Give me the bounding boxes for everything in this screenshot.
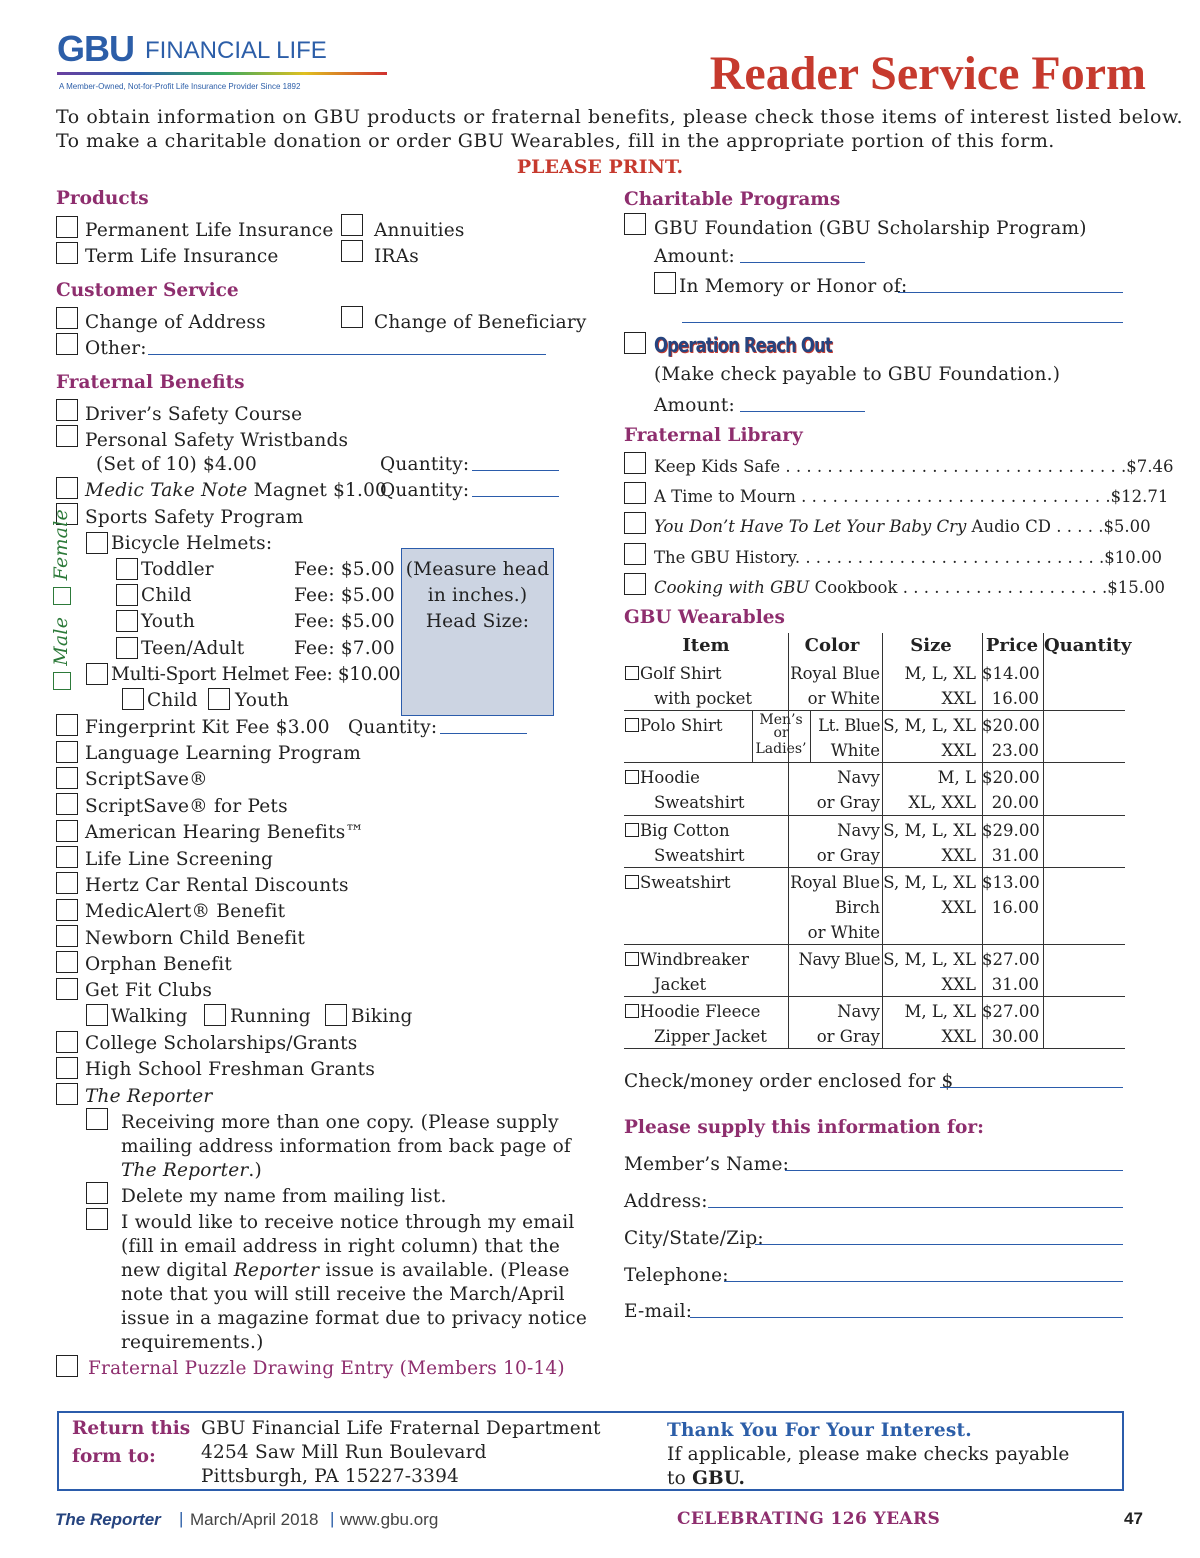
row-rule-6 bbox=[624, 996, 1125, 997]
library-checkbox-1[interactable] bbox=[624, 452, 646, 474]
puzzle-checkbox[interactable] bbox=[56, 1355, 78, 1377]
drivers-checkbox[interactable] bbox=[56, 399, 78, 421]
email-line-4: note that you will still receive the March/April bbox=[121, 1284, 565, 1305]
multisport-child-checkbox[interactable] bbox=[122, 688, 144, 710]
please-print: PLEASE PRINT. bbox=[516, 156, 684, 178]
sweatshirt-item: Sweatshirt bbox=[640, 873, 731, 892]
library-checkbox-2[interactable] bbox=[624, 482, 646, 504]
library-heading: Fraternal Library bbox=[624, 425, 803, 446]
getfit-label: Get Fit Clubs bbox=[85, 980, 213, 1001]
foundation-checkbox[interactable] bbox=[624, 213, 646, 235]
windbreaker-size: S, M, L, XL bbox=[883, 950, 976, 969]
telephone-field[interactable] bbox=[724, 1281, 1123, 1282]
wristbands-label: Personal Safety Wristbands bbox=[85, 430, 349, 451]
fingerprint-quantity-field[interactable] bbox=[440, 733, 527, 734]
multisport-child-label: Child bbox=[147, 690, 198, 711]
golf-color: Royal Blue bbox=[790, 664, 880, 683]
memory-field[interactable] bbox=[898, 292, 1123, 293]
newborn-checkbox[interactable] bbox=[56, 925, 78, 947]
windbreaker-checkbox[interactable] bbox=[625, 952, 639, 966]
fleece-color: Navy bbox=[837, 1002, 880, 1021]
hoodie-item: Hoodie bbox=[640, 768, 700, 787]
fleece-checkbox[interactable] bbox=[625, 1004, 639, 1018]
medicalert-checkbox[interactable] bbox=[56, 899, 78, 921]
page-number: 47 bbox=[1124, 1509, 1143, 1528]
city-label: City/State/Zip: bbox=[624, 1228, 764, 1249]
running-label: Running bbox=[230, 1006, 311, 1027]
payable-note: (Make check payable to GBU Foundation.) bbox=[654, 364, 1061, 385]
foundation-label: GBU Foundation (GBU Scholarship Program) bbox=[654, 218, 1087, 239]
sweatshirt-color: Royal Blue bbox=[790, 873, 880, 892]
multiple-copy-checkbox[interactable] bbox=[86, 1108, 108, 1130]
polo-price-2: 23.00 bbox=[991, 741, 1039, 760]
library-item-2: A Time to Mourn . . . . . . . . . . . . . . . . . . . . . . . . . . . . . . $12.71 bbox=[654, 487, 1169, 506]
big-cotton-price-2: 31.00 bbox=[991, 846, 1039, 865]
lifeline-label: Life Line Screening bbox=[85, 849, 273, 870]
reporter-label: The Reporter bbox=[85, 1086, 213, 1107]
multisport-youth-label: Youth bbox=[235, 690, 290, 711]
big-cotton-size-2: XXL bbox=[941, 846, 976, 865]
email-label: E-mail: bbox=[624, 1301, 693, 1322]
freshman-checkbox[interactable] bbox=[56, 1057, 78, 1079]
return-line-3: Pittsburgh, PA 15227-3394 bbox=[201, 1466, 460, 1487]
wearables-header-item: Item bbox=[682, 635, 730, 656]
hearing-label: American Hearing Benefits™ bbox=[85, 822, 365, 843]
fingerprint-quantity-label: Quantity: bbox=[348, 717, 438, 738]
footer-date: March/April 2018 bbox=[190, 1510, 319, 1529]
wristbands-set: (Set of 10) bbox=[96, 454, 197, 475]
fleece-price-2: 30.00 bbox=[991, 1027, 1039, 1046]
big-cotton-color-2: or Gray bbox=[816, 846, 880, 865]
child-checkbox[interactable] bbox=[116, 584, 138, 606]
measure-line-2: in inches.) bbox=[427, 585, 528, 606]
big-cotton-item: Big Cotton bbox=[640, 821, 730, 840]
language-checkbox[interactable] bbox=[56, 741, 78, 763]
sweatshirt-size: S, M, L, XL bbox=[883, 873, 976, 892]
permanent-life-checkbox[interactable] bbox=[56, 216, 78, 238]
medic-quantity-field[interactable] bbox=[472, 496, 559, 497]
return-line-1: GBU Financial Life Fraternal Department bbox=[201, 1418, 601, 1439]
child-fee: Fee: $5.00 bbox=[294, 585, 395, 606]
address-field[interactable] bbox=[708, 1207, 1123, 1208]
city-field[interactable] bbox=[755, 1244, 1123, 1245]
wristbands-quantity-field[interactable] bbox=[472, 470, 559, 471]
windbreaker-color: Navy Blue bbox=[798, 950, 880, 969]
fleece-price: $27.00 bbox=[982, 1002, 1040, 1021]
biking-checkbox[interactable] bbox=[325, 1004, 347, 1026]
row-rule-1 bbox=[624, 710, 1125, 711]
copy-line-2: mailing address information from back page of bbox=[121, 1136, 571, 1157]
child-label: Child bbox=[141, 585, 192, 606]
check-amount-field[interactable] bbox=[940, 1087, 1123, 1088]
email-line-6: requirements.) bbox=[121, 1332, 264, 1353]
windbreaker-price: $27.00 bbox=[982, 950, 1040, 969]
brand-rule bbox=[57, 72, 387, 75]
drivers-label: Driver’s Safety Course bbox=[85, 404, 303, 425]
fingerprint-checkbox[interactable] bbox=[56, 714, 78, 736]
youth-checkbox[interactable] bbox=[116, 610, 138, 632]
big-cotton-checkbox[interactable] bbox=[625, 823, 639, 837]
other-label: Other: bbox=[85, 338, 147, 359]
scriptsave-pets-label: ScriptSave® for Pets bbox=[85, 796, 288, 817]
delete-name-label: Delete my name from mailing list. bbox=[121, 1186, 447, 1207]
wearables-header-size: Size bbox=[910, 635, 952, 656]
scriptsave-pets-checkbox[interactable] bbox=[56, 793, 78, 815]
term-life-label: Term Life Insurance bbox=[85, 246, 279, 267]
sweatshirt-checkbox[interactable] bbox=[625, 875, 639, 889]
email-line-2: (fill in email address in right column) that the bbox=[121, 1236, 561, 1257]
hoodie-price-2: 20.00 bbox=[991, 793, 1039, 812]
customer-service-heading: Customer Service bbox=[56, 280, 239, 301]
footer-celebrating: CELEBRATING 126 YEARS bbox=[677, 1509, 941, 1529]
operation-amount-field[interactable] bbox=[740, 411, 865, 412]
wearables-header-quantity: Quantity bbox=[1044, 635, 1132, 656]
lifeline-checkbox[interactable] bbox=[56, 846, 78, 868]
wristbands-quantity-label: Quantity: bbox=[380, 454, 470, 475]
iras-label: IRAs bbox=[374, 246, 419, 267]
bicycle-label: Bicycle Helmets: bbox=[111, 533, 273, 554]
row-rule-2 bbox=[624, 762, 1125, 763]
hoodie-size: M, L bbox=[937, 768, 976, 787]
change-beneficiary-label: Change of Beneficiary bbox=[374, 312, 587, 333]
fleece-size-2: XXL bbox=[941, 1027, 976, 1046]
teen-checkbox[interactable] bbox=[116, 637, 138, 659]
head-size-label: Head Size: bbox=[425, 611, 530, 632]
big-cotton-item-2: Sweatshirt bbox=[654, 846, 745, 865]
polo-gender-3: Ladies’ bbox=[755, 741, 807, 757]
annuities-label: Annuities bbox=[374, 220, 465, 241]
gender-label: Male Female bbox=[50, 509, 72, 690]
polo-price: $20.00 bbox=[982, 716, 1040, 735]
sweatshirt-color-3: or White bbox=[807, 923, 880, 942]
sports-label: Sports Safety Program bbox=[85, 507, 304, 528]
footer-publication: The Reporter bbox=[55, 1510, 161, 1529]
row-rule-3 bbox=[624, 815, 1125, 816]
golf-shirt-checkbox[interactable] bbox=[625, 666, 639, 680]
page-title: Reader Service Form bbox=[709, 47, 1146, 100]
intro-line-2: To make a charitable donation or order GBU Wearables, fill in the appropriate portion of this form. bbox=[56, 130, 1055, 152]
copy-line-1: Receiving more than one copy. (Please supply bbox=[121, 1112, 559, 1133]
walking-label: Walking bbox=[111, 1006, 188, 1027]
permanent-life-label: Permanent Life Insurance bbox=[85, 220, 334, 241]
memory-field-2[interactable] bbox=[682, 322, 1123, 323]
golf-color-2: or White bbox=[807, 689, 880, 708]
email-line-1: I would like to receive notice through my email bbox=[121, 1212, 575, 1233]
toddler-fee: Fee: $5.00 bbox=[294, 559, 395, 580]
intro-line-1: To obtain information on GBU products or fraternal benefits, please check those items of interest listed below. bbox=[56, 106, 1184, 128]
iras-checkbox[interactable] bbox=[341, 240, 363, 262]
other-checkbox[interactable] bbox=[56, 333, 78, 355]
hearing-checkbox[interactable] bbox=[56, 820, 78, 842]
email-notice-checkbox[interactable] bbox=[86, 1208, 108, 1230]
golf-size-2: XXL bbox=[941, 689, 976, 708]
sweatshirt-color-2: Birch bbox=[834, 898, 880, 917]
return-line-2: 4254 Saw Mill Run Boulevard bbox=[201, 1442, 487, 1463]
youth-fee: Fee: $5.00 bbox=[294, 611, 395, 632]
charitable-heading: Charitable Programs bbox=[624, 189, 841, 210]
hoodie-size-2: XL, XXL bbox=[908, 793, 976, 812]
big-cotton-price: $29.00 bbox=[982, 821, 1040, 840]
operation-reach-out-logo: Operation Reach Out bbox=[654, 333, 832, 357]
thanks-line-2: to GBU. bbox=[667, 1468, 746, 1489]
walking-checkbox[interactable] bbox=[86, 1004, 108, 1026]
library-item-3: You Don’t Have To Let Your Baby Cry Audio CD . . . . . $5.00 bbox=[654, 517, 1151, 536]
delete-name-checkbox[interactable] bbox=[86, 1182, 108, 1204]
polo-gender-2: or bbox=[773, 725, 789, 741]
hoodie-color: Navy bbox=[837, 768, 880, 787]
polo-gender-1: Men’s bbox=[759, 712, 803, 728]
library-checkbox-3[interactable] bbox=[624, 512, 646, 534]
library-item-5: Cooking with GBU Cookbook . . . . . . . . . . . . . . . . . . . . $15.00 bbox=[654, 578, 1166, 597]
thanks-heading: Thank You For Your Interest. bbox=[667, 1420, 972, 1441]
footer-sep-2: | bbox=[330, 1509, 335, 1528]
hoodie-color-2: or Gray bbox=[816, 793, 880, 812]
operation-amount-label: Amount: bbox=[654, 395, 735, 416]
fleece-size: M, L, XL bbox=[904, 1002, 976, 1021]
footer-site: www.gbu.org bbox=[340, 1510, 439, 1529]
foundation-amount-field[interactable] bbox=[740, 262, 865, 263]
scriptsave-label: ScriptSave® bbox=[85, 769, 208, 790]
row-rule-4 bbox=[624, 867, 1125, 868]
term-life-checkbox[interactable] bbox=[56, 242, 78, 264]
multisport-checkbox[interactable] bbox=[86, 663, 108, 685]
wristbands-price: $4.00 bbox=[203, 454, 257, 475]
sweatshirt-price-2: 16.00 bbox=[991, 898, 1039, 917]
fraternal-heading: Fraternal Benefits bbox=[56, 372, 245, 393]
wristbands-checkbox[interactable] bbox=[56, 425, 78, 447]
fingerprint-label: Fingerprint Kit Fee $3.00 bbox=[85, 717, 330, 738]
big-cotton-size: S, M, L, XL bbox=[883, 821, 976, 840]
golf-price-2: 16.00 bbox=[991, 689, 1039, 708]
footer-sep-1: | bbox=[179, 1509, 184, 1528]
reporter-checkbox[interactable] bbox=[56, 1083, 78, 1105]
wearables-header-price: Price bbox=[985, 635, 1039, 656]
medic-label: Medic Take Note Magnet $1.00 bbox=[85, 480, 388, 501]
teen-fee: Fee: $7.00 bbox=[294, 638, 395, 659]
multisport-youth-checkbox[interactable] bbox=[208, 688, 230, 710]
address-label: Address: bbox=[624, 1191, 708, 1212]
sweatshirt-size-2: XXL bbox=[941, 898, 976, 917]
medic-quantity-label: Quantity: bbox=[380, 480, 470, 501]
teen-label: Teen/Adult bbox=[141, 638, 245, 659]
windbreaker-size-2: XXL bbox=[941, 975, 976, 994]
col-rule-4 bbox=[1043, 633, 1044, 1048]
bicycle-checkbox[interactable] bbox=[86, 532, 108, 554]
memory-checkbox[interactable] bbox=[654, 272, 676, 294]
wearables-header-color: Color bbox=[804, 635, 860, 656]
toddler-label: Toddler bbox=[141, 559, 214, 580]
change-address-checkbox[interactable] bbox=[56, 307, 78, 329]
row-rule-5 bbox=[624, 944, 1125, 945]
golf-size: M, L, XL bbox=[904, 664, 976, 683]
running-checkbox[interactable] bbox=[204, 1004, 226, 1026]
college-checkbox[interactable] bbox=[56, 1031, 78, 1053]
orphan-label: Orphan Benefit bbox=[85, 954, 232, 975]
hertz-label: Hertz Car Rental Discounts bbox=[85, 875, 349, 896]
polo-size-2: XXL bbox=[941, 741, 976, 760]
orphan-checkbox[interactable] bbox=[56, 951, 78, 973]
polo-color-2: White bbox=[830, 741, 880, 760]
fleece-color-2: or Gray bbox=[816, 1027, 880, 1046]
return-label-1: Return this bbox=[72, 1418, 191, 1439]
scriptsave-checkbox[interactable] bbox=[56, 767, 78, 789]
golf-price: $14.00 bbox=[982, 664, 1040, 683]
hoodie-checkbox[interactable] bbox=[625, 770, 639, 784]
library-checkbox-4[interactable] bbox=[624, 543, 646, 565]
products-heading: Products bbox=[56, 188, 149, 209]
check-label: Check/money order enclosed for $ bbox=[624, 1071, 954, 1092]
telephone-label: Telephone: bbox=[624, 1265, 729, 1286]
puzzle-label: Fraternal Puzzle Drawing Entry (Members 10-14) bbox=[88, 1358, 565, 1379]
hoodie-price: $20.00 bbox=[982, 768, 1040, 787]
youth-label: Youth bbox=[141, 611, 196, 632]
college-label: College Scholarships/Grants bbox=[85, 1033, 358, 1054]
memory-label: In Memory or Honor of: bbox=[679, 276, 908, 297]
newborn-label: Newborn Child Benefit bbox=[85, 928, 306, 949]
foundation-amount-label: Amount: bbox=[654, 246, 735, 267]
polo-color: Lt. Blue bbox=[818, 716, 880, 735]
library-item-1: Keep Kids Safe . . . . . . . . . . . . . . . . . . . . . . . . . . . . . . . . . $7.46 bbox=[654, 457, 1174, 476]
hoodie-item-2: Sweatshirt bbox=[654, 793, 745, 812]
medicalert-label: MedicAlert® Benefit bbox=[85, 901, 286, 922]
golf-item: Golf Shirt bbox=[640, 664, 722, 683]
polo-size: S, M, L, XL bbox=[883, 716, 976, 735]
golf-item-2: with pocket bbox=[654, 689, 753, 708]
getfit-checkbox[interactable] bbox=[56, 978, 78, 1000]
multisport-label: Multi-Sport Helmet bbox=[111, 664, 289, 685]
fleece-item: Hoodie Fleece bbox=[640, 1002, 761, 1021]
brand-tagline: A Member-Owned, Not-for-Profit Life Insurance Provider Since 1892 bbox=[59, 82, 301, 91]
library-item-4: The GBU History. . . . . . . . . . . . . . . . . . . . . . . . . . . . . . $10.00 bbox=[654, 548, 1163, 567]
male-checkbox[interactable] bbox=[53, 672, 71, 690]
copy-line-3: The Reporter.) bbox=[121, 1160, 262, 1181]
big-cotton-color: Navy bbox=[837, 821, 880, 840]
toddler-checkbox[interactable] bbox=[116, 558, 138, 580]
biking-label: Biking bbox=[351, 1006, 413, 1027]
email-line-5: issue in a magazine format due to privacy notice bbox=[121, 1308, 587, 1329]
email-line-3: new digital Reporter issue is available. (Please bbox=[121, 1260, 570, 1281]
wearables-heading: GBU Wearables bbox=[624, 607, 785, 628]
polo-item: Polo Shirt bbox=[640, 716, 723, 735]
polo-shirt-checkbox[interactable] bbox=[625, 718, 639, 732]
hertz-checkbox[interactable] bbox=[56, 872, 78, 894]
email-field[interactable] bbox=[690, 1317, 1123, 1318]
operation-checkbox[interactable] bbox=[624, 332, 646, 354]
gbu-logo: GBU bbox=[57, 28, 134, 69]
change-address-label: Change of Address bbox=[85, 312, 266, 333]
return-label-2: form to: bbox=[72, 1446, 156, 1467]
row-rule-7 bbox=[624, 1048, 1125, 1049]
supply-heading: Please supply this information for: bbox=[624, 1117, 984, 1138]
multisport-fee: Fee: $10.00 bbox=[294, 664, 401, 685]
female-checkbox[interactable] bbox=[53, 587, 71, 605]
change-beneficiary-checkbox[interactable] bbox=[341, 306, 363, 328]
language-label: Language Learning Program bbox=[85, 743, 361, 764]
freshman-label: High School Freshman Grants bbox=[85, 1059, 376, 1080]
library-checkbox-5[interactable] bbox=[624, 573, 646, 595]
brand-name: FINANCIAL LIFE bbox=[145, 37, 327, 64]
member-name-field[interactable] bbox=[785, 1170, 1123, 1171]
annuities-checkbox[interactable] bbox=[341, 214, 363, 236]
other-field[interactable] bbox=[148, 354, 546, 355]
windbreaker-item: Windbreaker bbox=[640, 950, 749, 969]
member-name-label: Member’s Name: bbox=[624, 1154, 790, 1175]
sweatshirt-price: $13.00 bbox=[982, 873, 1040, 892]
thanks-line-1: If applicable, please make checks payable bbox=[667, 1444, 1070, 1465]
windbreaker-price-2: 31.00 bbox=[991, 975, 1039, 994]
medic-checkbox[interactable] bbox=[56, 477, 78, 499]
fleece-item-2: Zipper Jacket bbox=[654, 1027, 767, 1046]
windbreaker-item-2: Jacket bbox=[654, 975, 707, 994]
measure-line-1: (Measure head bbox=[405, 559, 550, 580]
